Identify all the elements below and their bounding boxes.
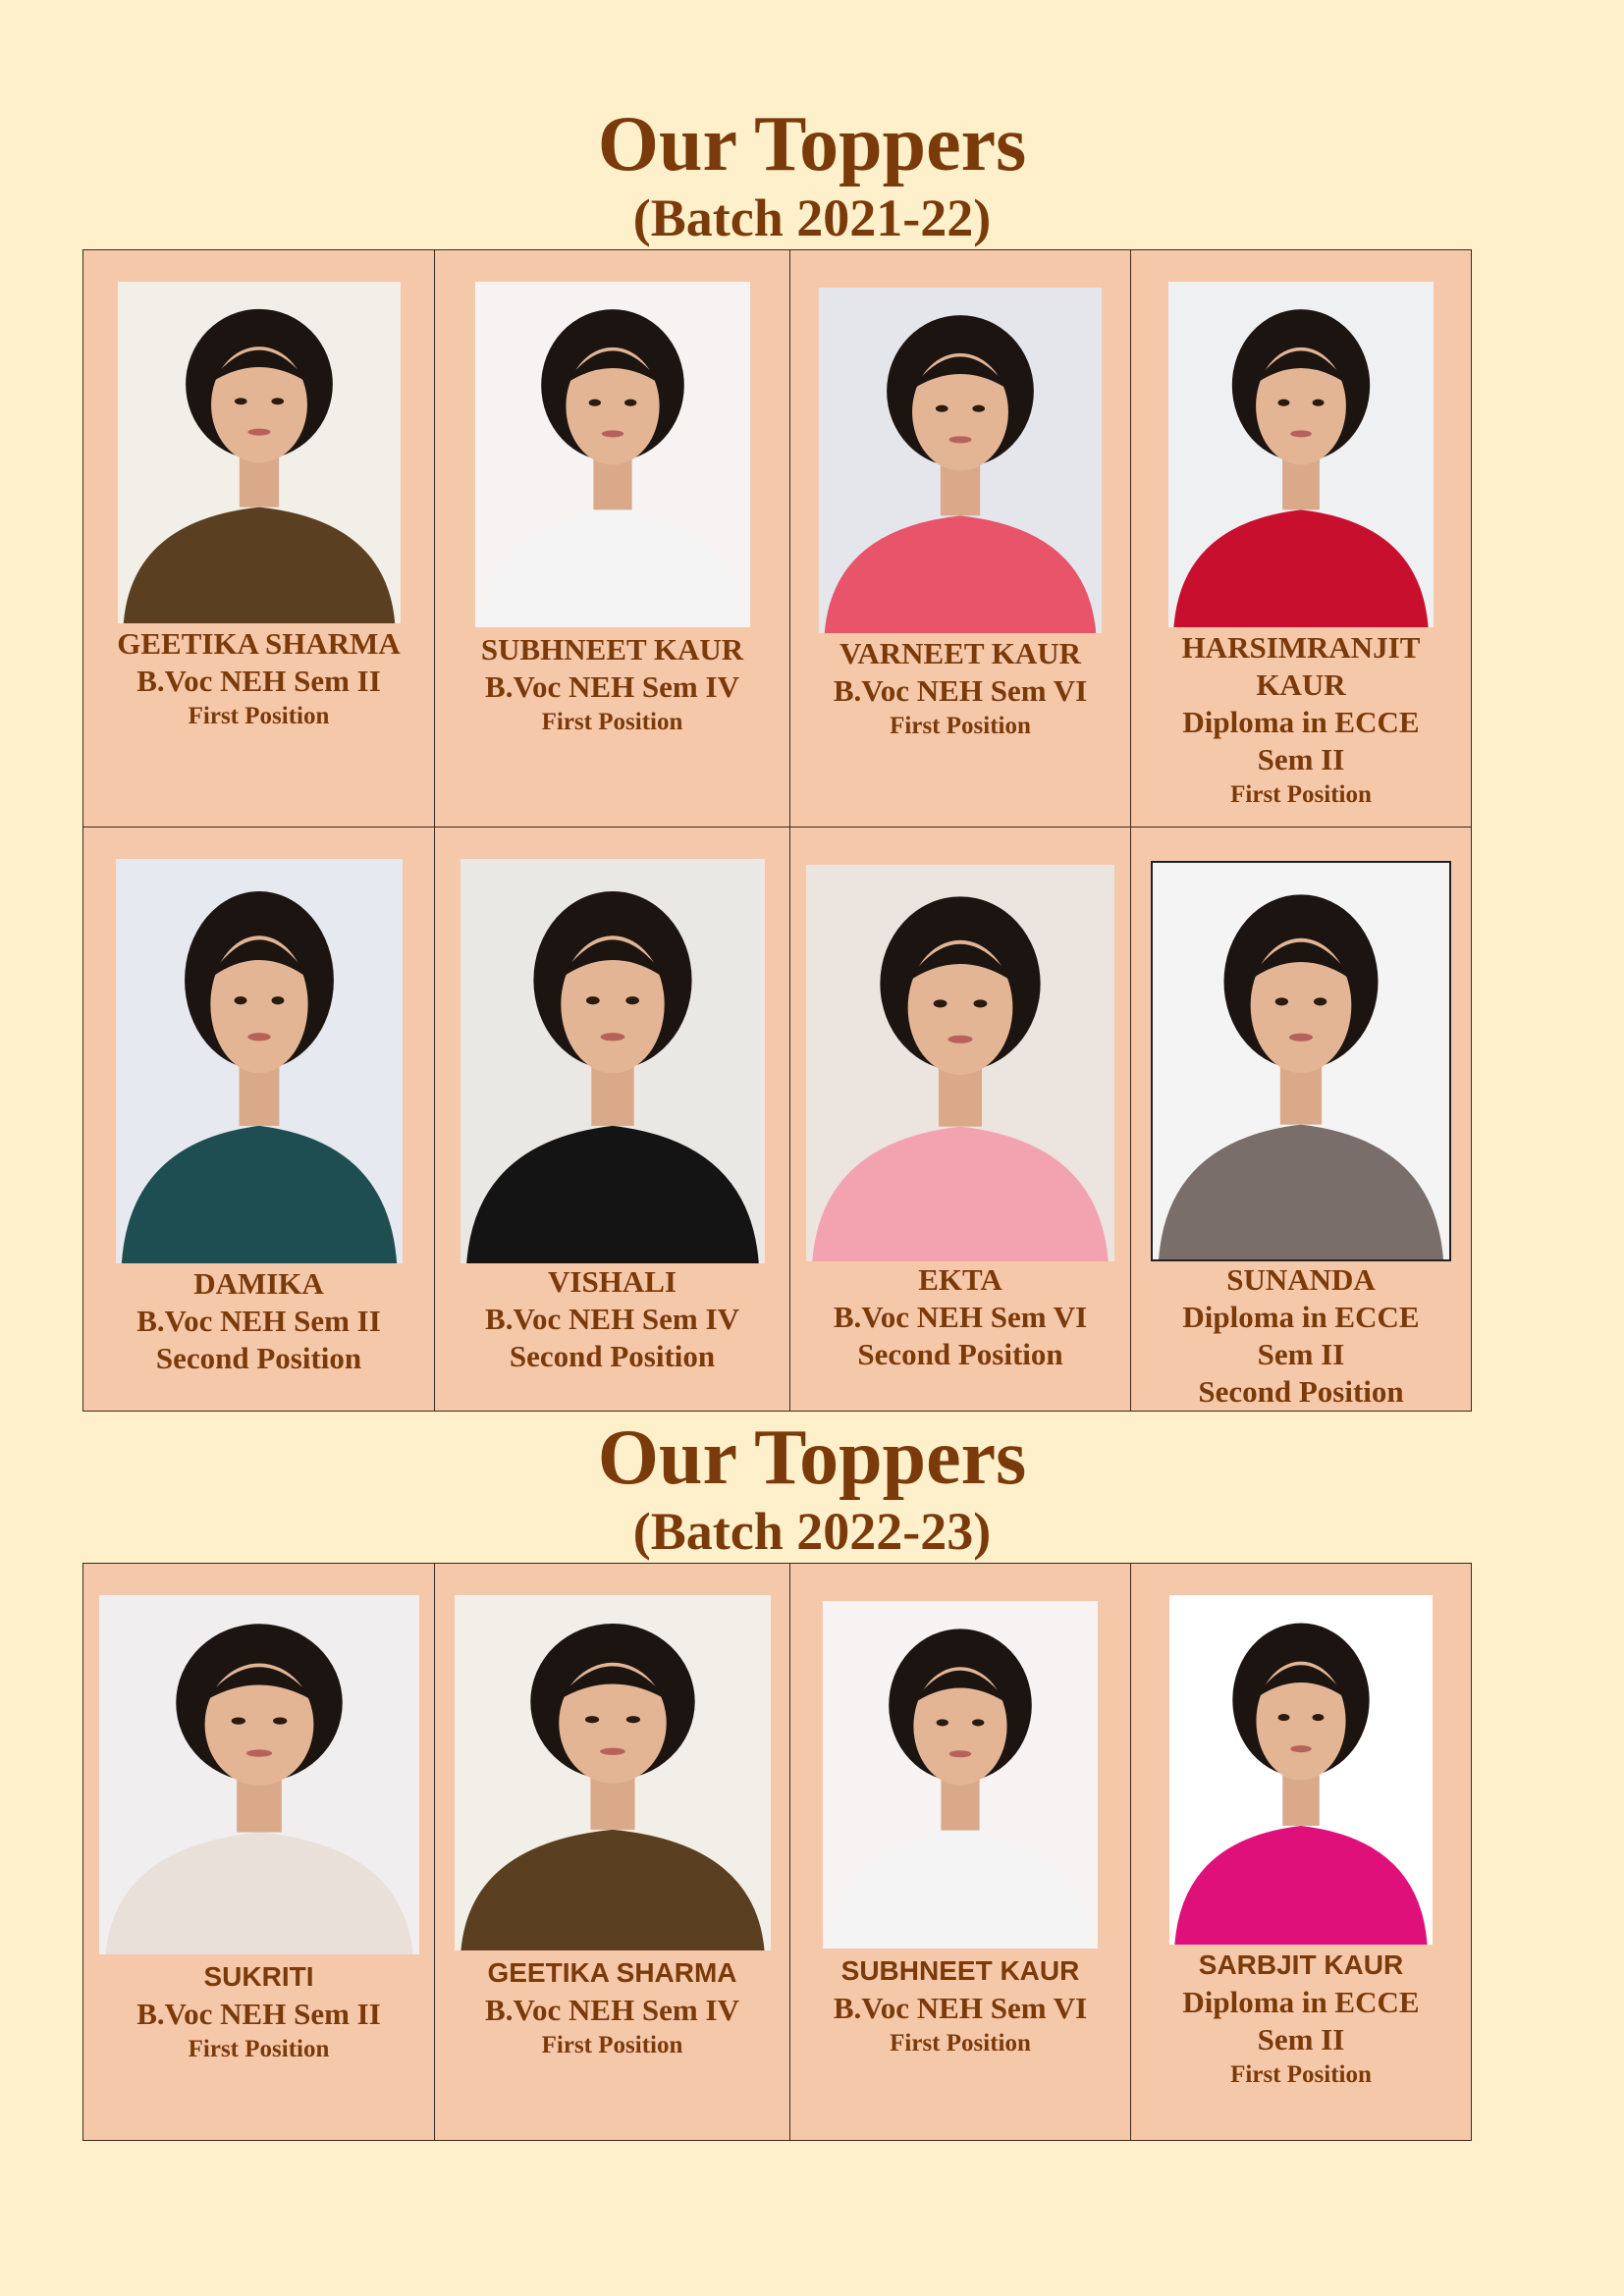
topper-course: B.Voc NEH Sem VI [833, 673, 1088, 708]
portrait-figure [806, 865, 1114, 1261]
topper-name: VARNEET KAUR [839, 636, 1082, 670]
topper-position: First Position [890, 2030, 1031, 2056]
topper-card [1131, 1564, 1472, 2141]
portrait-figure [1168, 282, 1434, 627]
topper-position: First Position [890, 713, 1031, 739]
topper-course: B.Voc NEH Sem II [136, 664, 381, 698]
topper-card [790, 828, 1131, 1412]
topper-course: B.Voc NEH Sem II [136, 1304, 381, 1338]
grid-row [83, 828, 1472, 1412]
topper-course: B.Voc NEH Sem VI [833, 1991, 1088, 2025]
topper-card [83, 250, 435, 828]
topper-name: SUBHNEET KAUR [840, 1955, 1080, 1986]
topper-name: GEETIKA SHARMA [117, 626, 401, 661]
grid-row [83, 250, 1472, 828]
topper-photo [116, 859, 403, 1263]
grid-row [83, 1564, 1472, 2141]
toppers-grid-2021-22 [82, 249, 1472, 1412]
topper-card [83, 1564, 435, 2141]
section2-batch: (Batch 2022-23) [632, 1502, 992, 1561]
portrait-figure [455, 1595, 771, 1950]
section1-title: Our Toppers [597, 101, 1027, 187]
topper-photo [1151, 861, 1451, 1261]
toppers-grid-2022-23 [82, 1563, 1472, 2141]
topper-card [790, 250, 1131, 828]
topper-name: VISHALI [548, 1264, 677, 1299]
section2-title: Our Toppers [597, 1415, 1027, 1501]
topper-name: SUKRITI [203, 1961, 314, 1992]
topper-course: Diploma in ECCE Sem II [1182, 1985, 1420, 2056]
portrait-figure [116, 859, 403, 1263]
topper-name: SUNANDA [1226, 1262, 1376, 1297]
topper-course: B.Voc NEH Sem VI [833, 1300, 1088, 1334]
topper-name: EKTA [918, 1262, 1002, 1297]
portrait-figure [118, 282, 401, 623]
topper-position: First Position [188, 2036, 330, 2062]
section1-batch: (Batch 2021-22) [632, 188, 992, 247]
topper-position: Second Position [155, 1341, 362, 1375]
topper-position: First Position [541, 2032, 683, 2058]
portrait-figure [819, 288, 1102, 633]
portrait-figure [823, 1601, 1098, 1949]
topper-course: B.Voc NEH Sem IV [485, 1302, 739, 1336]
topper-photo [475, 282, 750, 627]
topper-name: SARBJIT KAUR [1198, 1949, 1404, 1980]
topper-position: Second Position [1198, 1374, 1404, 1409]
topper-name: DAMIKA [193, 1266, 324, 1301]
topper-card [1131, 828, 1472, 1412]
topper-photo [460, 859, 765, 1263]
topper-card [790, 1564, 1131, 2141]
topper-course: B.Voc NEH Sem II [136, 1997, 381, 2031]
portrait-figure [99, 1595, 419, 1954]
portrait-figure [475, 282, 750, 627]
topper-position: First Position [1230, 781, 1372, 808]
topper-card [435, 250, 790, 828]
topper-photo [819, 288, 1102, 633]
topper-card [83, 828, 435, 1412]
topper-card [1131, 250, 1472, 828]
topper-photo [806, 865, 1114, 1261]
topper-name: GEETIKA SHARMA [487, 1957, 737, 1988]
topper-card [435, 1564, 790, 2141]
topper-position: First Position [188, 703, 330, 729]
topper-photo [823, 1601, 1098, 1949]
topper-position: First Position [541, 709, 683, 735]
topper-card [435, 828, 790, 1412]
portrait-figure [1153, 863, 1449, 1259]
topper-photo [118, 282, 401, 623]
topper-course: B.Voc NEH Sem IV [485, 1993, 739, 2027]
topper-course: Diploma in ECCE Sem II [1182, 1300, 1420, 1371]
topper-photo [99, 1595, 419, 1954]
portrait-figure [460, 859, 765, 1263]
topper-name: SUBHNEET KAUR [480, 632, 744, 667]
topper-photo [1168, 282, 1434, 627]
topper-position: Second Position [509, 1339, 716, 1373]
topper-position: Second Position [857, 1337, 1063, 1371]
topper-photo [1169, 1595, 1433, 1945]
topper-photo [455, 1595, 771, 1950]
topper-course: Diploma in ECCE Sem II [1182, 705, 1420, 776]
portrait-figure [1169, 1595, 1433, 1945]
topper-course: B.Voc NEH Sem IV [485, 669, 739, 704]
topper-name: HARSIMRANJIT KAUR [1181, 630, 1421, 702]
topper-position: First Position [1230, 2061, 1372, 2088]
